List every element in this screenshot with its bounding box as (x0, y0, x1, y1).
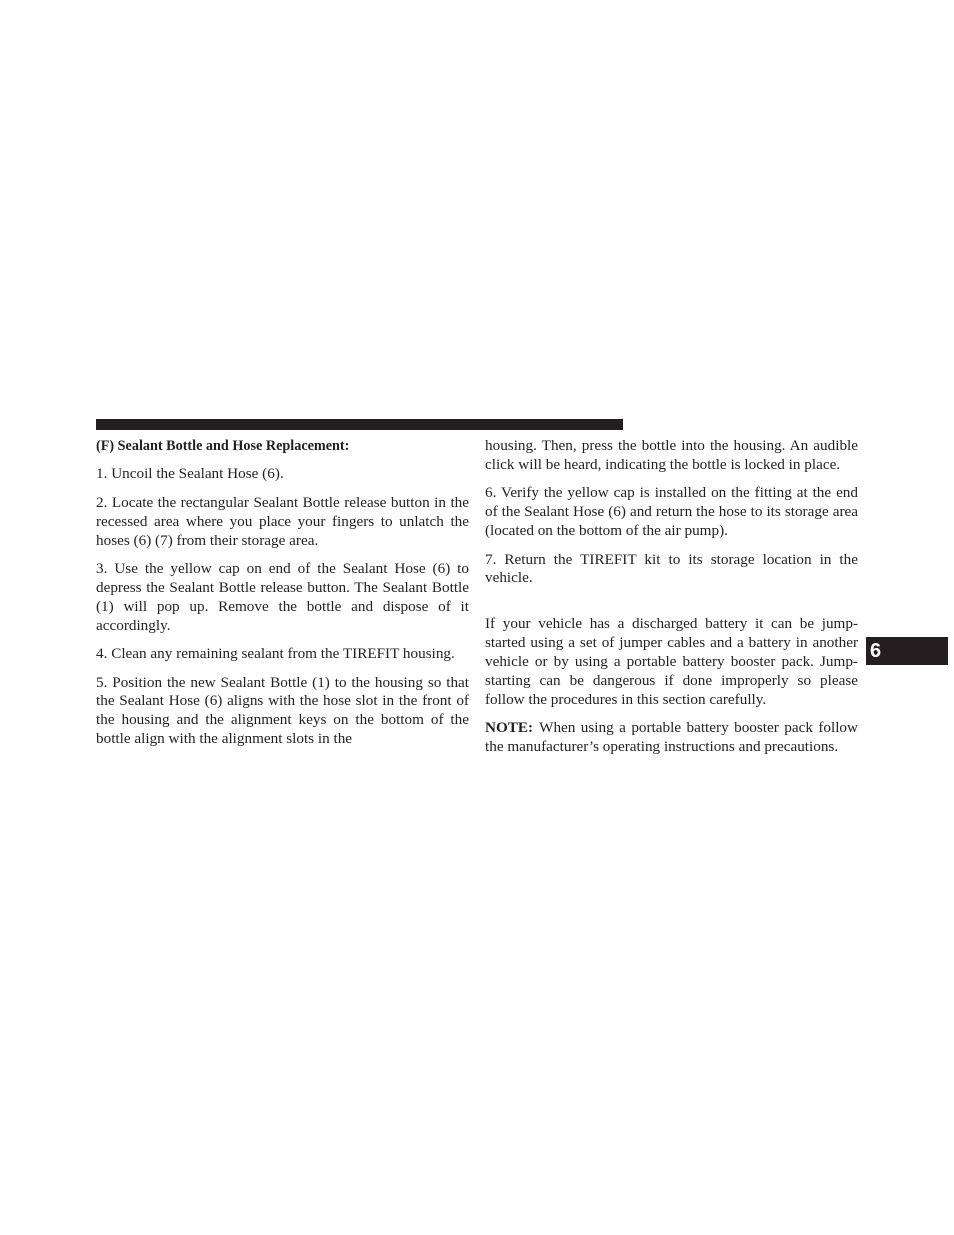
jump-start-intro: If your vehicle has a discharged battery it can be jump-started using a set of jumper cables and a battery in another vehicle or by using a portable battery booster pack. Jump-starting can be dangerous if done improperly so please follow the procedures in this section carefully. (485, 615, 858, 708)
step-7: 7. Return the TIREFIT kit to its storage location in the vehicle. (485, 550, 858, 587)
chapter-number: 6 (870, 640, 882, 662)
step-2: 2. Locate the rectangular Sealant Bottle release button in the recessed area where you place your fingers to unlatch the hoses (6) (7) from their storage area. (96, 493, 469, 549)
step-4: 4. Clean any remaining sealant from the TIREFIT housing. (96, 645, 455, 663)
step-6: 6. Verify the yellow cap is installed on the fitting at the end of the Sealant Hose (6) and return the hose to its storage area (located on the bottom of the air pump). (485, 484, 858, 540)
right-column (485, 437, 858, 767)
step-1: 1. Uncoil the Sealant Hose (6). (96, 465, 284, 483)
chapter-tab (866, 637, 948, 665)
section-header-bar (96, 419, 623, 430)
step-5-continuation: housing. Then, press the bottle into the housing. An audible click will be heard, indicating the bottle is locked in place. (485, 437, 858, 473)
left-column (96, 437, 469, 759)
note-text: When using a portable battery booster pack follow the manufacturer’s operating instructions and precautions. (485, 719, 858, 756)
section-heading: (F) Sealant Bottle and Hose Replacement: (96, 438, 350, 454)
note-paragraph (485, 719, 858, 757)
note-label: NOTE: (485, 719, 534, 737)
step-3: 3. Use the yellow cap on end of the Sealant Hose (6) to depress the Sealant Bottle release button. The Sealant Bottle (1) will pop up. Remove the bottle and dispose of it accordingly. (96, 560, 469, 634)
step-5: 5. Position the new Sealant Bottle (1) to the housing so that the Sealant Hose (6) aligns with the hose slot in the front of the housing and the alignment keys on the bottom of the bottle align with the alignment slots in the (96, 673, 469, 748)
